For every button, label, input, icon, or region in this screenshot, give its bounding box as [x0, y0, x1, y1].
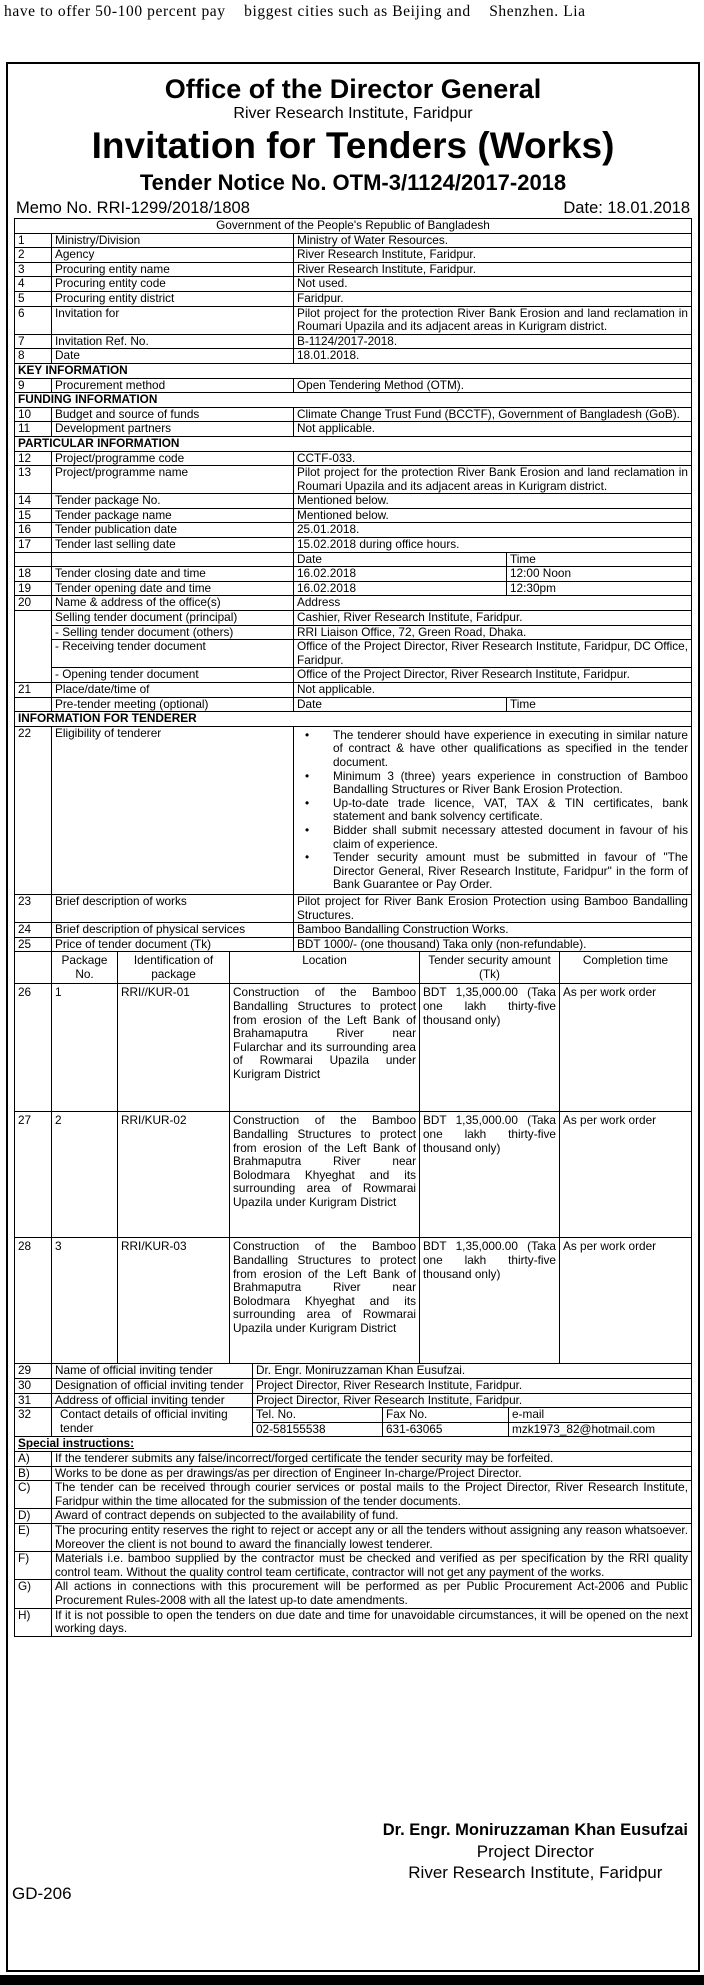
- row-number: 1: [15, 233, 52, 248]
- table-row: [15, 937, 692, 952]
- package-location: Construction of the Bamboo Bandalling Structures to protect from erosion of the Left Bank of Brahmaputra River near Bolodmara Khyeghat and its surrounding area of Rowmarai Upazila under Kurigram District: [230, 1112, 420, 1238]
- table-row: [15, 538, 692, 553]
- signatory-designation: Project Director: [476, 1842, 594, 1861]
- row-value: Pilot project for the protection River Bank Erosion and land reclamation in Roumari Upazila and its adjacent areas in Kurigram district.: [294, 306, 692, 334]
- row-label: Development partners: [52, 422, 294, 437]
- special-instructions: [14, 1437, 692, 1636]
- row-value: River Research Institute, Faridpur.: [294, 262, 692, 277]
- row-label: Name of official inviting tender: [52, 1364, 253, 1378]
- eligibility-item: • Up-to-date trade licence, VAT, TAX & TIN certificates, bank statement and bank solvency certificate.: [319, 797, 688, 824]
- table-row: [15, 567, 692, 582]
- instruction-letter: H): [15, 1608, 52, 1636]
- news-fragment: have to offer 50-100 percent pay: [4, 3, 226, 20]
- row-value: Address: [294, 596, 692, 611]
- row-value: 25.01.2018.: [294, 523, 692, 538]
- row-date: 16.02.2018: [294, 581, 507, 596]
- instruction-letter: F): [15, 1552, 52, 1580]
- table-row: [15, 697, 692, 712]
- row-number: 27: [15, 1112, 52, 1238]
- row-number: 13: [15, 466, 52, 494]
- date-heading: Date: [294, 552, 507, 567]
- row-label: Tender publication date: [52, 523, 294, 538]
- row-label: Invitation for: [52, 306, 294, 334]
- instruction-text: If the tenderer submits any false/incorrect/forged certificate the tender security may be forfeited.: [52, 1452, 692, 1467]
- instruction-text: Materials i.e. bamboo supplied by the contractor must be checked and verified as per specification by the RRI quality control team. Without the quality control team certificate, contractor will not get any payment of the works.: [52, 1552, 692, 1580]
- row-value: CCTF-033.: [294, 451, 692, 466]
- table-row: [15, 508, 692, 523]
- fax-number: 631-63065: [383, 1422, 509, 1437]
- instruction-row: [15, 1509, 692, 1524]
- email-address: mzk1973_82@hotmail.com: [509, 1422, 692, 1437]
- table-row: [15, 1364, 692, 1378]
- row-number: 12: [15, 451, 52, 466]
- package-no: 2: [52, 1112, 118, 1238]
- row-label: Invitation Ref. No.: [52, 334, 294, 349]
- row-number: 14: [15, 494, 52, 509]
- eligibility-item: • Tender security amount must be submitted in favour of "The Director General, River Research Institute, Faridpur" in the form of Bank Guarantee or Pay Order.: [319, 851, 688, 892]
- table-row: [15, 596, 692, 611]
- package-header-row: [15, 952, 692, 984]
- row-number: 31: [15, 1393, 52, 1408]
- section-heading: PARTICULAR INFORMATION: [15, 436, 692, 451]
- eligibility-list: [294, 726, 692, 894]
- instruction-row: [15, 1466, 692, 1481]
- row-number: 6: [15, 306, 52, 334]
- date-heading: Date: [294, 697, 507, 712]
- row-value: B-1124/2017-2018.: [294, 334, 692, 349]
- row-label: Budget and source of funds: [52, 407, 294, 422]
- tel-heading: Tel. No.: [253, 1408, 383, 1423]
- instruction-text: If it is not possible to open the tenders on due date and time for unavoidable circumstances, it will be opened on the next working days.: [52, 1608, 692, 1636]
- row-number: 25: [15, 937, 52, 952]
- col-header: Identification of package: [118, 952, 230, 984]
- row-value: Project Director, River Research Institute, Faridpur.: [253, 1393, 692, 1408]
- row-number: 32: [15, 1408, 52, 1437]
- tender-advertisement: [6, 62, 700, 1972]
- row-label: Address of official inviting tender: [52, 1393, 253, 1408]
- email-heading: e-mail: [509, 1408, 692, 1423]
- table-row: [15, 378, 692, 393]
- fax-heading: Fax No.: [383, 1408, 509, 1423]
- package-no: 1: [52, 984, 118, 1112]
- row-label: Procurement method: [52, 378, 294, 393]
- row-label: Project/programme name: [52, 466, 294, 494]
- package-location: Construction of the Bamboo Bandalling Structures to protect from erosion of the Left Bank of Brahmaputra River near Bolodmara Khyeghat and its surrounding area of Rowmarai Upazila under Kurigram District: [230, 1238, 420, 1364]
- table-row: [15, 1408, 692, 1423]
- signatory-name: Dr. Engr. Moniruzzaman Khan Eusufzai: [382, 1821, 688, 1839]
- eligibility-item: • Minimum 3 (three) years experience in construction of Bamboo Bandalling Structures or River Bank Erosion Protection.: [319, 770, 688, 797]
- news-fragment: Shenzhen. Lia: [489, 3, 586, 20]
- instruction-text: Award of contract depends on subjected to the availability of fund.: [52, 1509, 692, 1524]
- row-label: - Receiving tender document: [52, 640, 294, 668]
- col-header: Location: [230, 952, 420, 984]
- row-label: Name & address of the office(s): [52, 596, 294, 611]
- row-number: 29: [15, 1364, 52, 1378]
- row-number: 23: [15, 894, 52, 922]
- table-row: [15, 334, 692, 349]
- instruction-letter: E): [15, 1524, 52, 1552]
- tel-number: 02-58155538: [253, 1422, 383, 1437]
- row-number: 17: [15, 538, 52, 553]
- table-row: [15, 248, 692, 263]
- row-number: 7: [15, 334, 52, 349]
- table-row: [15, 451, 692, 466]
- special-title: Special instructions:: [18, 1436, 135, 1451]
- row-number: 9: [15, 378, 52, 393]
- package-security: BDT 1,35,000.00 (Taka one lakh thirty-five thousand only): [420, 1238, 560, 1364]
- tender-notice-number: Tender Notice No. OTM-3/1124/2017-2018: [139, 170, 567, 195]
- row-value: 18.01.2018.: [294, 349, 692, 364]
- row-date: 16.02.2018: [294, 567, 507, 582]
- row-number: 24: [15, 923, 52, 938]
- tender-info-table: [14, 218, 692, 952]
- memo-line: [14, 198, 692, 218]
- instruction-row: [15, 1524, 692, 1552]
- instruction-letter: A): [15, 1452, 52, 1467]
- row-label: - Opening tender document: [52, 668, 294, 683]
- package-security: BDT 1,35,000.00 (Taka one lakh thirty-five thousand only): [420, 1112, 560, 1238]
- official-table: [14, 1364, 692, 1437]
- table-row: [15, 640, 692, 668]
- row-value: Project Director, River Research Institute, Faridpur.: [253, 1379, 692, 1394]
- table-row: [15, 726, 692, 894]
- row-label: Project/programme code: [52, 451, 294, 466]
- office-title: Office of the Director General: [164, 74, 542, 104]
- instruction-text: The procuring entity reserves the right to reject or accept any or all the tenders without assigning any reason whatsoever. Moreover the client is not bound to award the financially lowest tenderer.: [52, 1524, 692, 1552]
- row-label: Tender last selling date: [52, 538, 294, 553]
- row-number: 11: [15, 422, 52, 437]
- row-label: Place/date/time of: [52, 683, 294, 698]
- row-label: Agency: [52, 248, 294, 263]
- instruction-letter: B): [15, 1466, 52, 1481]
- news-fragment: biggest cities such as Beijing and: [244, 3, 471, 20]
- table-row: [15, 407, 692, 422]
- table-row: [15, 233, 692, 248]
- table-row: [15, 523, 692, 538]
- table-row: [15, 552, 692, 567]
- eligibility-item: • Bidder shall submit necessary attested document in favour of his claim of experience.: [319, 824, 688, 851]
- row-value: Cashier, River Research Institute, Faridpur.: [294, 611, 692, 626]
- table-row: [15, 277, 692, 292]
- col-header: Package No.: [52, 952, 118, 984]
- bottom-bar: [0, 1975, 704, 1985]
- table-row: [15, 1393, 692, 1408]
- row-number: 15: [15, 508, 52, 523]
- instruction-letter: D): [15, 1509, 52, 1524]
- row-label: Contact details of official inviting tender: [52, 1408, 253, 1437]
- table-row: [15, 611, 692, 626]
- instruction-letter: C): [15, 1481, 52, 1509]
- instruction-row: [15, 1608, 692, 1636]
- package-row: [15, 1112, 692, 1238]
- package-completion: As per work order: [560, 1238, 692, 1364]
- row-label: Procuring entity name: [52, 262, 294, 277]
- row-label: Procuring entity code: [52, 277, 294, 292]
- row-label: Eligibility of tenderer: [52, 726, 294, 894]
- table-row: [15, 668, 692, 683]
- row-number: 8: [15, 349, 52, 364]
- instruction-row: [15, 1452, 692, 1467]
- memo-date: Date: 18.01.2018: [563, 199, 690, 217]
- row-label: Tender closing date and time: [52, 567, 294, 582]
- table-row: [15, 494, 692, 509]
- row-time: 12:30pm: [507, 581, 692, 596]
- instruction-text: The tender can be received through courier services or postal mails to the Project Director, River Research Institute, Faridpur within the time allocated for the submission of the tender documents.: [52, 1481, 692, 1509]
- row-label: Procuring entity district: [52, 291, 294, 306]
- row-number: 3: [15, 262, 52, 277]
- package-security: BDT 1,35,000.00 (Taka one lakh thirty-five thousand only): [420, 984, 560, 1112]
- row-number: 30: [15, 1379, 52, 1394]
- row-label: Ministry/Division: [52, 233, 294, 248]
- row-value: Not used.: [294, 277, 692, 292]
- ad-code: GD-206: [12, 1884, 72, 1903]
- package-id: RRI/KUR-03: [118, 1238, 230, 1364]
- row-label: Price of tender document (Tk): [52, 937, 294, 952]
- row-number: 4: [15, 277, 52, 292]
- row-label: - Selling tender document (others): [52, 625, 294, 640]
- row-number: 20: [15, 596, 52, 611]
- row-value: Not applicable.: [294, 422, 692, 437]
- row-label: Brief description of works: [52, 894, 294, 922]
- instruction-row: [15, 1481, 692, 1509]
- row-number: 26: [15, 984, 52, 1112]
- table-row: [15, 923, 692, 938]
- time-heading: Time: [507, 552, 692, 567]
- eligibility-item: • The tenderer should have experience in executing in similar nature of contract & have other qualifications as specified in the tender document.: [319, 729, 688, 770]
- section-heading: INFORMATION FOR TENDERER: [15, 712, 692, 727]
- instruction-row: [15, 1580, 692, 1608]
- table-row: [15, 894, 692, 922]
- row-value: Faridpur.: [294, 291, 692, 306]
- row-label: Tender package No.: [52, 494, 294, 509]
- signature-block: [383, 1820, 688, 1883]
- newspaper-strip: [0, 0, 704, 26]
- invitation-title: Invitation for Tenders (Works): [91, 125, 615, 166]
- row-label: Pre-tender meeting (optional): [52, 697, 294, 712]
- row-label: Brief description of physical services: [52, 923, 294, 938]
- package-location: Construction of the Bamboo Bandalling Structures to protect from erosion of the Left Bank of Brahamaputra River near Fularchar and its surrounding area of Rowmarai Upazila under Kurigram District: [230, 984, 420, 1112]
- row-label: Date: [52, 349, 294, 364]
- package-completion: As per work order: [560, 984, 692, 1112]
- col-header: Tender security amount (Tk): [420, 952, 560, 984]
- package-id: RRI/KUR-02: [118, 1112, 230, 1238]
- row-value: Mentioned below.: [294, 508, 692, 523]
- signatory-institute: River Research Institute, Faridpur: [408, 1863, 663, 1882]
- table-row: [15, 683, 692, 698]
- row-label: Designation of official inviting tender: [52, 1379, 253, 1394]
- row-number: 5: [15, 291, 52, 306]
- package-completion: As per work order: [560, 1112, 692, 1238]
- row-time: 12:00 Noon: [507, 567, 692, 582]
- row-value: Pilot project for River Bank Erosion Protection using Bamboo Bandalling Structures.: [294, 894, 692, 922]
- package-no: 3: [52, 1238, 118, 1364]
- institute-name: River Research Institute, Faridpur: [233, 105, 473, 122]
- row-number: 2: [15, 248, 52, 263]
- row-value: 15.02.2018 during office hours.: [294, 538, 692, 553]
- row-label: Tender opening date and time: [52, 581, 294, 596]
- row-value: Ministry of Water Resources.: [294, 233, 692, 248]
- row-value: Office of the Project Director, River Research Institute, Faridpur.: [294, 668, 692, 683]
- row-value: Not applicable.: [294, 683, 692, 698]
- row-label: Selling tender document (principal): [52, 611, 294, 626]
- table-row: [15, 349, 692, 364]
- row-number: 10: [15, 407, 52, 422]
- table-row: [15, 291, 692, 306]
- row-number: 16: [15, 523, 52, 538]
- section-heading: KEY INFORMATION: [15, 363, 692, 378]
- row-value: Pilot project for the protection River Bank Erosion and land reclamation in Roumari Upazila and its adjacent areas in Kurigram district.: [294, 466, 692, 494]
- row-value: Bamboo Bandalling Construction Works.: [294, 923, 692, 938]
- instruction-text: Works to be done as per drawings/as per direction of Engineer In-charge/Project Director.: [52, 1466, 692, 1481]
- row-value: BDT 1000/- (one thousand) Taka only (non-refundable).: [294, 937, 692, 952]
- row-value: Office of the Project Director, River Research Institute, Faridpur, DC Office, Faridpur.: [294, 640, 692, 668]
- table-row: [15, 306, 692, 334]
- row-value: Climate Change Trust Fund (BCCTF), Government of Bangladesh (GoB).: [294, 407, 692, 422]
- row-label: Tender package name: [52, 508, 294, 523]
- package-row: [15, 1238, 692, 1364]
- row-value: Dr. Engr. Moniruzzaman Khan Eusufzai.: [253, 1364, 692, 1378]
- table-row: [15, 625, 692, 640]
- gov-heading: Government of the People's Republic of Bangladesh: [15, 219, 692, 234]
- package-row: [15, 984, 692, 1112]
- row-number: 22: [15, 726, 52, 894]
- table-row: [15, 581, 692, 596]
- row-value: RRI Liaison Office, 72, Green Road, Dhaka.: [294, 625, 692, 640]
- row-value: Open Tendering Method (OTM).: [294, 378, 692, 393]
- row-value: Mentioned below.: [294, 494, 692, 509]
- time-heading: Time: [507, 697, 692, 712]
- table-row: [15, 422, 692, 437]
- col-header: Completion time: [560, 952, 692, 984]
- row-number: 19: [15, 581, 52, 596]
- package-table: [14, 952, 692, 1364]
- table-row: [15, 262, 692, 277]
- table-row: [15, 466, 692, 494]
- instruction-letter: G): [15, 1580, 52, 1608]
- table-row: [15, 1379, 692, 1394]
- instruction-row: [15, 1552, 692, 1580]
- instruction-text: All actions in connections with this procurement will be performed as per Public Procurement Act-2006 and Public Procurement Rules-2008 with all the latest up-to date amendments.: [52, 1580, 692, 1608]
- row-number: 28: [15, 1238, 52, 1364]
- row-number: 21: [15, 683, 52, 698]
- section-heading: FUNDING INFORMATION: [15, 393, 692, 408]
- row-number: 18: [15, 567, 52, 582]
- package-id: RRI//KUR-01: [118, 984, 230, 1112]
- row-value: River Research Institute, Faridpur.: [294, 248, 692, 263]
- memo-number: Memo No. RRI-1299/2018/1808: [16, 199, 250, 217]
